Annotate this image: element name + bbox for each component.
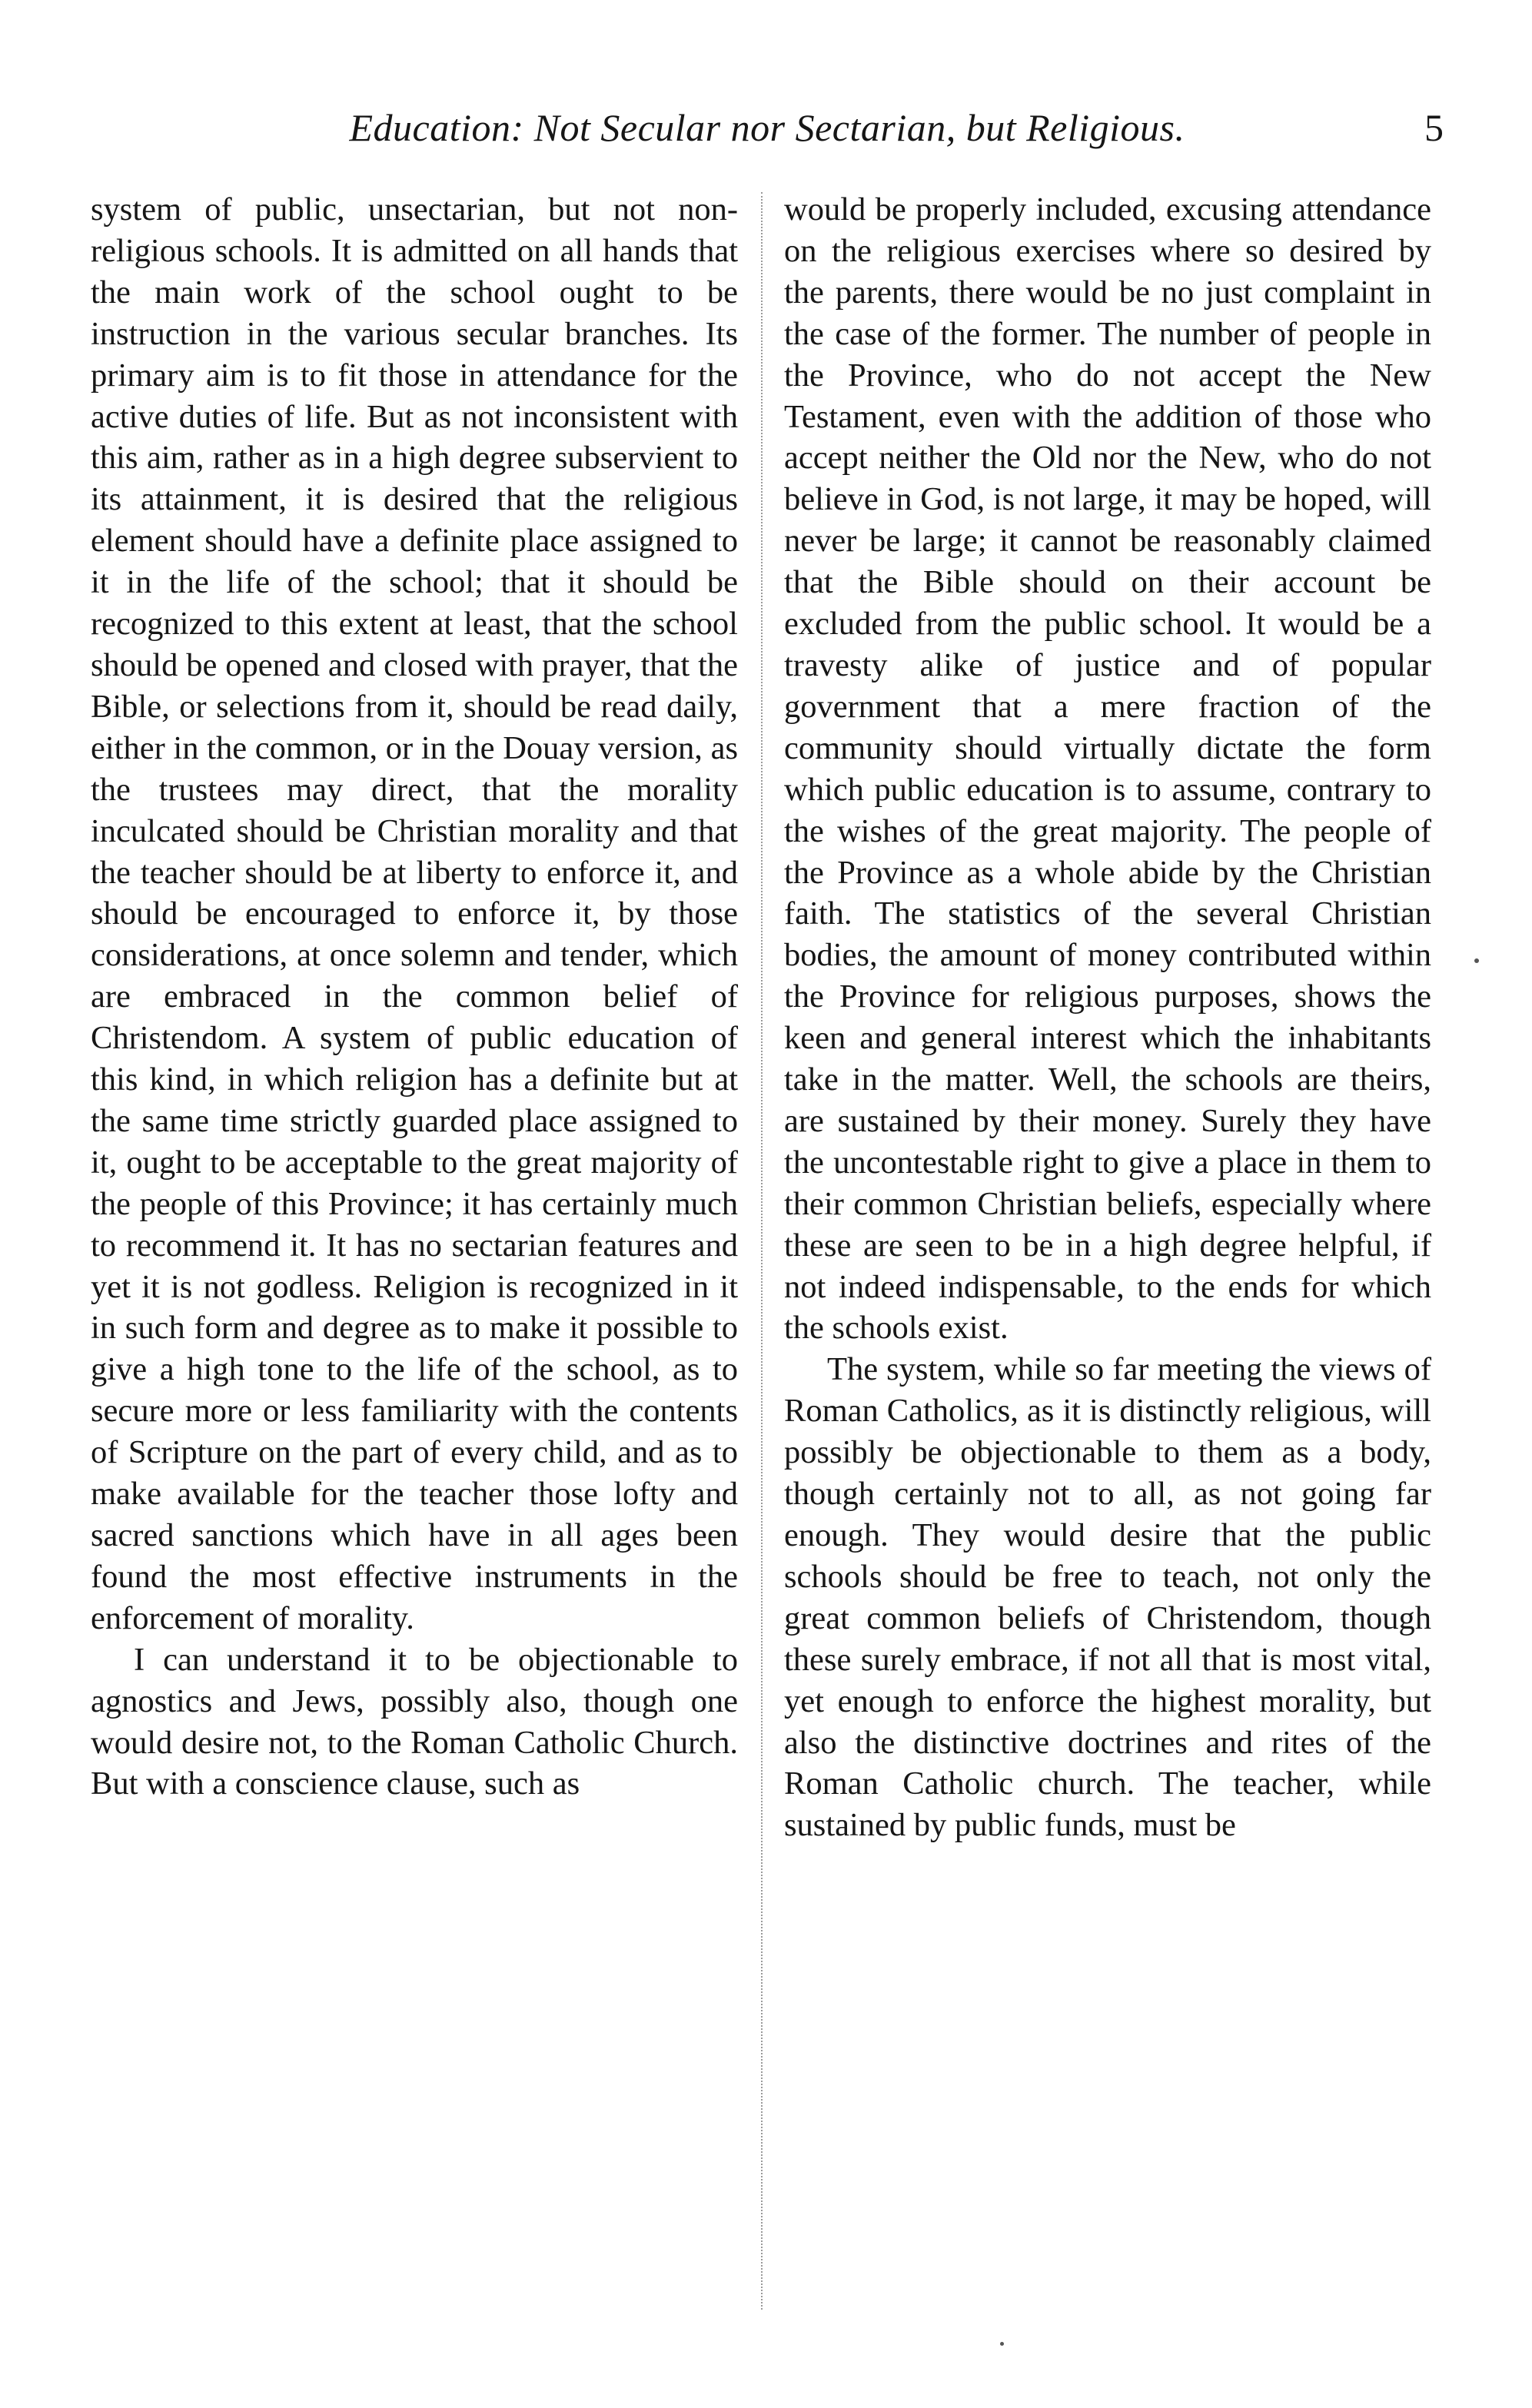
ink-speck — [1474, 958, 1479, 963]
right-paragraph-1: would be properly included, excusing attendance on the religious exercises where so desired by the parents, there would be no just complaint in the case of the former. The number of people in the Province, who do not accept the New Testament, even with the addition of those who accept neither the Old nor the New, who do not believe in God, is not large, it may be hoped, will never be large; it cannot be reasonably claimed that the Bible should on their account be excluded from the public school. It would be a travesty alike of justice and of popular government that a mere fraction of the community should virtually dictate the form which public education is to assume, contrary to the wishes of the great majority. The people of the Province as a whole abide by the Christian faith. The statistics of the several Christian bodies, the amount of money contributed within the Province for religious purposes, shows the keen and general interest which the inhabitants take in the matter. Well, the schools are theirs, are sustained by their money. Surely they have the uncontestable right to give a place in them to their common Christian beliefs, especially where these are seen to be in a high degree helpful, if not indeed indispensable, to the ends for which the schools exist. — [784, 191, 1431, 1347]
left-column — [91, 189, 738, 1805]
running-head — [91, 97, 1444, 158]
right-paragraph-2: The system, while so far meeting the views of Roman Catholics, as it is distinctly religious, will possibly be objectionable to them as a body, though certainly not to all, as not going far enough. They would desire that the public schools should be free to teach, not only the great common beliefs of Christendom, though these surely embrace, if not all that is most vital, yet enough to enforce the highest morality, but also the distinctive doctrines and rites of the Roman Catholic church. The teacher, while sustained by public funds, must be — [784, 1351, 1431, 1844]
left-paragraph-2: I can understand it to be objectionable to agnostics and Jews, possibly also, though one would desire not, to the Roman Catholic Church. But with a conscience clause, such as — [91, 1641, 738, 1802]
ink-speck — [1000, 2342, 1004, 2346]
left-paragraph-1: system of public, unsectarian, but not non-religious schools. It is admitted on all hands that the main work of the school ought to be instruction in the various secular branches. Its primary aim is to fit those in attendance for the active duties of life. But as not inconsistent with this aim, rather as in a high degree subservient to its attainment, it is desired that the religious element should have a definite place assigned to it in the life of the school; that it should be recognized to this extent at least, that the school should be opened and closed with prayer, that the Bible, or selections from it, should be read daily, either in the common, or in the Douay version, as the trustees may direct, that the morality inculcated should be Christian morality and that the teacher should be at liberty to enforce it, and should be encouraged to enforce it, by those considerations, at once solemn and tender, which are embraced in the common belief of Christendom. A system of public education of this kind, in which religion has a definite but at the same time strictly guarded place assigned to it, ought to be acceptable to the great majority of the people of this Province; it has certainly much to recommend it. It has no sectarian features and yet it is not godless. Religion is recognized in it in such form and degree as to make it possible to give a high tone to the life of the school, as to secure more or less familiarity with the contents of Scripture on the part of every child, and as to make available for the teacher those lofty and sacred sanctions which have in all ages been found the most effective instruments in the enforcement of morality. — [91, 191, 738, 1636]
right-column — [784, 189, 1431, 1846]
page-number: 5 — [1424, 106, 1444, 149]
column-divider — [761, 192, 763, 2310]
running-title: Education: Not Secular nor Sectarian, but Religious. — [349, 106, 1185, 149]
